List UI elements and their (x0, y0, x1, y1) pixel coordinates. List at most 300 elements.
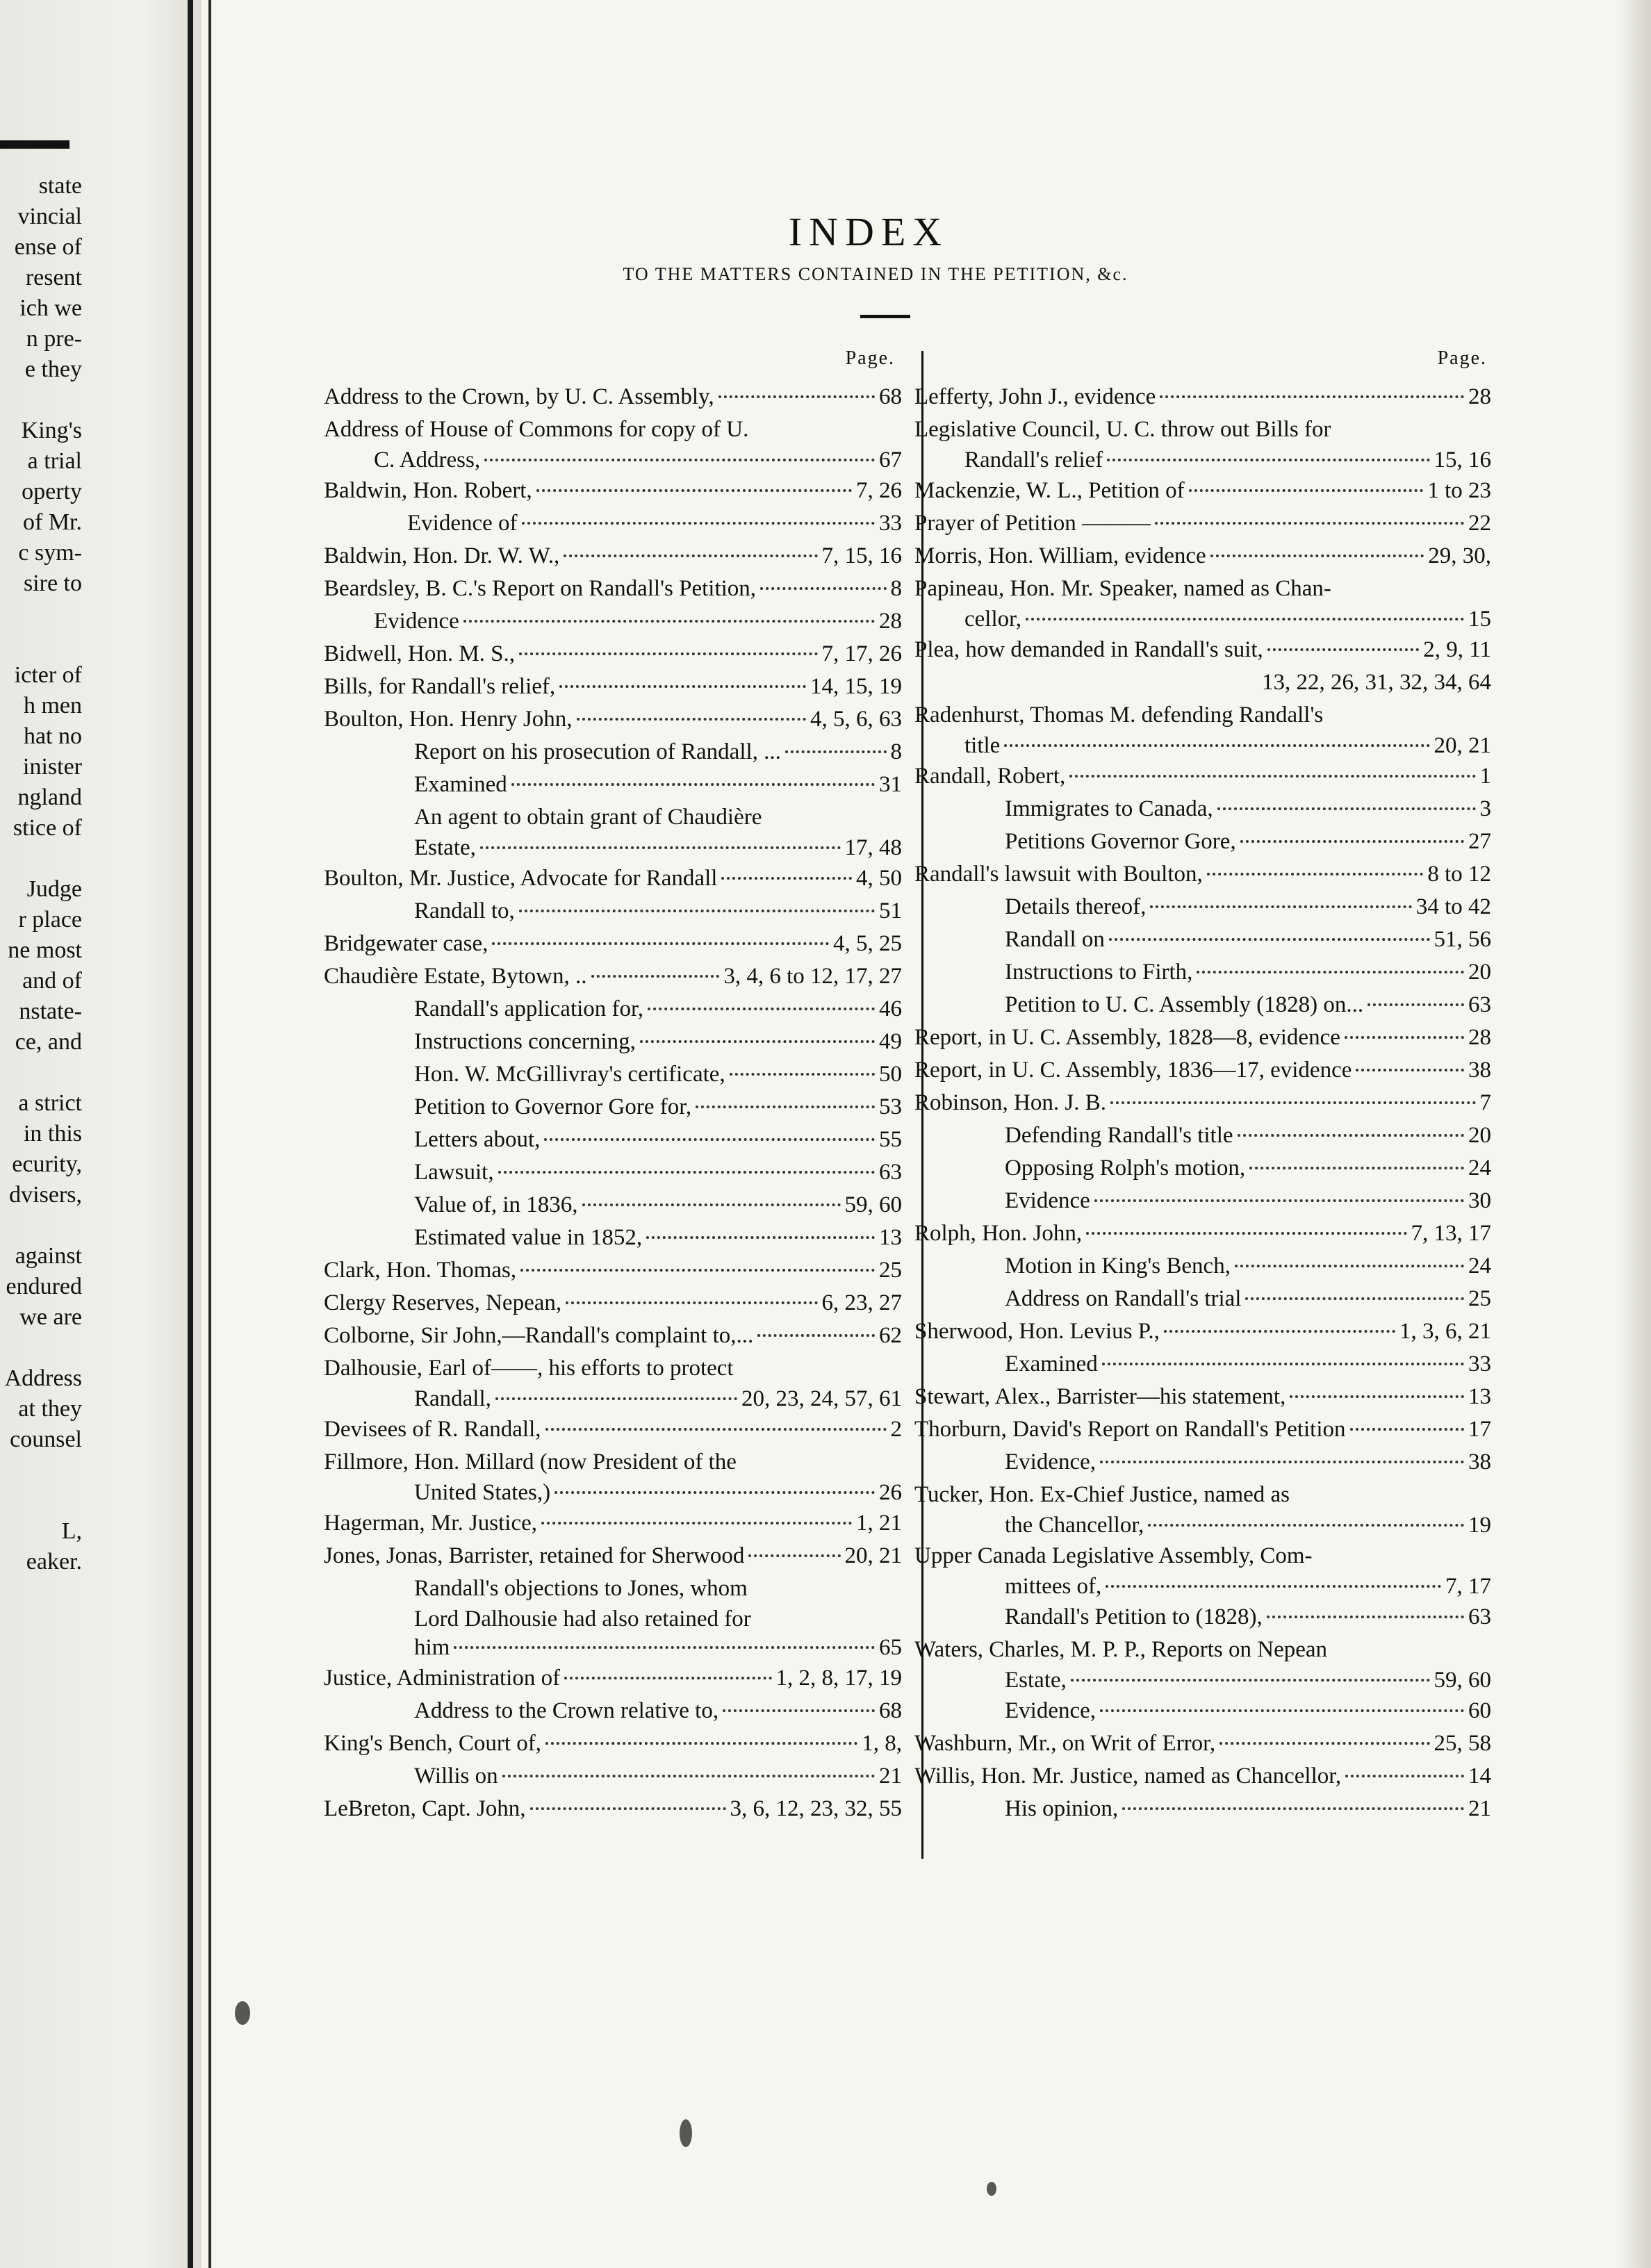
entry-text: him (414, 1635, 450, 1660)
entry-page-numbers: 3, 6, 12, 23, 32, 55 (730, 1796, 902, 1821)
entry-page-numbers: 27 (1468, 829, 1491, 854)
entry-text: Petition to U. C. Assembly (1828) on... (1005, 992, 1364, 1017)
entry-page-numbers: 53 (879, 1094, 902, 1119)
entry-text: Plea, how demanded in Randall's suit, (914, 637, 1263, 662)
dot-leader (577, 718, 807, 721)
previous-page-fragment: of Mr. (23, 509, 82, 535)
index-entry (324, 1695, 902, 1727)
index-entry (324, 1572, 902, 1605)
dot-leader (1094, 1199, 1464, 1202)
entry-page-numbers: 51, 56 (1434, 927, 1491, 952)
entry-text: Evidence of (407, 511, 518, 536)
dot-leader (1345, 1036, 1464, 1039)
entry-page-numbers: 33 (879, 511, 902, 536)
dot-leader (1207, 873, 1424, 876)
dot-leader (544, 1138, 875, 1141)
index-entry (324, 993, 902, 1026)
dot-leader (1350, 1428, 1465, 1431)
entry-page-numbers: 4, 5, 25 (833, 931, 902, 956)
previous-page-fragment: inister (23, 754, 82, 780)
dot-leader (1238, 1134, 1464, 1137)
entry-page-numbers: 51 (879, 898, 902, 923)
dot-leader (1164, 1330, 1395, 1333)
index-entry (914, 1695, 1491, 1727)
entry-page-numbers: 65 (879, 1635, 902, 1660)
entry-page-numbers: 59, 60 (844, 1192, 902, 1217)
index-entry (914, 1185, 1491, 1217)
dot-leader (760, 587, 886, 590)
entry-text: Randall's Petition to (1828), (1005, 1604, 1263, 1629)
entry-text: Instructions to Firth, (1005, 960, 1193, 985)
previous-page-fragment: Address (4, 1365, 82, 1391)
previous-page-fragment: ich we (19, 295, 82, 321)
index-entry (914, 732, 1491, 760)
dot-leader (555, 1491, 875, 1494)
entry-page-numbers: 28 (879, 609, 902, 634)
index-column-left (324, 342, 902, 1825)
entry-page-numbers: 20, 21 (844, 1543, 902, 1568)
entry-page-numbers: 1, 8, (862, 1731, 902, 1756)
dot-leader (454, 1646, 875, 1649)
entry-page-numbers: 7, 15, 16 (821, 543, 902, 568)
entry-text: Estate, (414, 835, 476, 860)
index-entry (324, 1540, 902, 1572)
dot-leader (748, 1554, 840, 1557)
index-entry (324, 736, 902, 769)
entry-text: Radenhurst, Thomas M. defending Randall's (914, 702, 1324, 728)
entry-page-numbers: 7 (1479, 1090, 1491, 1115)
previous-page-fragment: ngland (17, 784, 82, 810)
entry-page-numbers: 55 (879, 1127, 902, 1152)
entry-text: Mackenzie, W. L., Petition of (914, 478, 1185, 503)
dot-leader (721, 877, 852, 880)
index-entry (914, 1479, 1491, 1511)
entry-page-numbers: 4, 5, 6, 63 (810, 707, 902, 732)
entry-text: Randall, Robert, (914, 764, 1066, 789)
dot-leader (1249, 1167, 1464, 1169)
entry-page-numbers: 7, 26 (856, 478, 902, 503)
binding-line-inner (208, 0, 211, 2268)
entry-text: Randall's lawsuit with Boulton, (914, 862, 1203, 887)
index-entry (914, 858, 1491, 891)
index-entry (914, 1054, 1491, 1087)
entry-page-numbers: 33 (1468, 1351, 1491, 1377)
entry-text: Lawsuit, (414, 1160, 494, 1185)
entry-page-numbers: 3, 4, 6 to 12, 17, 27 (723, 964, 902, 989)
index-entry (324, 1446, 902, 1479)
entry-text: LeBreton, Capt. John, (324, 1796, 526, 1821)
entry-text: Devisees of R. Randall, (324, 1417, 541, 1442)
previous-page-fragment: c sym- (18, 540, 82, 566)
entry-text: Address to the Crown, by U. C. Assembly, (324, 384, 714, 409)
dot-leader (1107, 459, 1429, 461)
dot-leader (463, 620, 875, 623)
dot-leader (536, 489, 852, 492)
entry-page-numbers: 7, 17, 26 (821, 641, 902, 666)
previous-page-fragment: at they (18, 1396, 82, 1422)
previous-page-fragment: h men (23, 693, 82, 718)
entry-text: Legislative Council, U. C. throw out Bills for (914, 417, 1331, 442)
entry-text: Randall's objections to Jones, whom (414, 1576, 748, 1601)
previous-page-fragment: n pre- (26, 326, 82, 352)
previous-page-fragment: state (38, 173, 82, 199)
dot-leader (1356, 1069, 1464, 1071)
index-entry (324, 1222, 902, 1254)
index-entry (914, 699, 1491, 732)
index-entry (324, 540, 902, 573)
previous-page-fragment: counsel (10, 1427, 82, 1452)
previous-page-fragment: vincial (17, 204, 82, 229)
previous-page-fragment: operty (22, 479, 82, 504)
index-entry (914, 1511, 1491, 1540)
index-entry (914, 1250, 1491, 1283)
entry-page-numbers: 7, 17 (1445, 1574, 1491, 1599)
index-entry (324, 1156, 902, 1189)
index-entry (324, 507, 902, 540)
dot-leader (1004, 744, 1429, 747)
dot-leader (1106, 1585, 1441, 1588)
page-edge-shadow (1616, 0, 1651, 2268)
entry-text: Report on his prosecution of Randall, ... (414, 739, 781, 764)
index-entry (324, 413, 902, 446)
entry-text: Immigrates to Canada, (1005, 796, 1213, 821)
index-entry (914, 381, 1491, 413)
dot-leader (545, 1742, 857, 1745)
index-entry (324, 1634, 902, 1662)
entry-text: Waters, Charles, M. P. P., Reports on Nepean (914, 1637, 1328, 1662)
dot-leader (566, 1301, 817, 1304)
entry-text: Prayer of Petition ——— (914, 511, 1151, 536)
entry-text: Randall, (414, 1386, 491, 1411)
entry-page-numbers: 28 (1468, 1025, 1491, 1050)
entry-page-numbers: 13 (879, 1225, 902, 1250)
index-entry (914, 605, 1491, 634)
entry-page-numbers: 25, 58 (1434, 1731, 1491, 1756)
dot-leader (640, 1040, 875, 1043)
binding-line (188, 0, 193, 2268)
dot-leader (1069, 775, 1475, 778)
entry-page-numbers: 49 (879, 1029, 902, 1054)
index-entry (324, 1793, 902, 1825)
index-entry (324, 1189, 902, 1222)
entry-text: Stewart, Alex., Barrister—his statement, (914, 1384, 1286, 1409)
entry-text: Estimated value in 1852, (414, 1225, 643, 1250)
entry-text: Examined (1005, 1351, 1098, 1377)
index-entry (324, 1287, 902, 1320)
index-entry (324, 1760, 902, 1793)
dot-leader (648, 1008, 875, 1010)
dot-leader (1150, 905, 1411, 908)
index-entry (914, 1348, 1491, 1381)
index-entry (914, 1217, 1491, 1250)
dot-leader (723, 1709, 875, 1712)
dot-leader (1100, 1709, 1464, 1712)
entry-page-numbers: 20 (1468, 960, 1491, 985)
dot-leader (1197, 971, 1464, 973)
entry-text: Report, in U. C. Assembly, 1836—17, evidence (914, 1058, 1352, 1083)
index-entry (324, 1727, 902, 1760)
entry-text: Washburn, Mr., on Writ of Error, (914, 1731, 1216, 1756)
entry-page-numbers: 21 (1468, 1796, 1491, 1821)
dot-leader (522, 522, 875, 525)
dot-leader (591, 975, 720, 978)
entry-page-numbers: 1 (1479, 764, 1491, 789)
entry-text: Chaudière Estate, Bytown, .. (324, 964, 587, 989)
index-entry (324, 862, 902, 895)
index-entry (324, 475, 902, 507)
entry-text: Randall to, (414, 898, 515, 923)
index-entry (324, 1413, 902, 1446)
index-entry (324, 1507, 902, 1540)
dot-leader (1210, 554, 1424, 557)
entry-page-numbers: 67 (879, 447, 902, 472)
dot-leader (1102, 1363, 1464, 1365)
entry-text: Boulton, Mr. Justice, Advocate for Randall (324, 866, 718, 891)
entry-page-numbers: 8 (890, 576, 902, 601)
index-entry (914, 1315, 1491, 1348)
entry-page-numbers: 2, 9, 11 (1423, 637, 1491, 662)
dot-leader (1267, 1616, 1464, 1618)
entry-page-numbers: 68 (879, 1698, 902, 1723)
entry-page-numbers: 8 (890, 739, 902, 764)
title-rule (860, 315, 910, 318)
index-entry (324, 1058, 902, 1091)
entry-page-numbers: 3 (1479, 796, 1491, 821)
ink-blot (987, 2182, 996, 2196)
entry-text: Evidence (1005, 1188, 1090, 1213)
entry-text: Jones, Jonas, Barrister, retained for Sherwood (324, 1543, 745, 1568)
index-entry (324, 1352, 902, 1385)
index-entry (914, 1760, 1491, 1793)
dot-leader (1086, 1232, 1406, 1235)
dot-leader (718, 395, 875, 398)
dot-leader (498, 1171, 875, 1174)
entry-page-numbers: 38 (1468, 1058, 1491, 1083)
entry-page-numbers: 14 (1468, 1764, 1491, 1789)
previous-page-fragment: icter of (14, 662, 82, 688)
index-entry (324, 834, 902, 862)
entry-page-numbers: 14, 15, 19 (810, 674, 902, 699)
entry-page-numbers: 7, 13, 17 (1411, 1221, 1491, 1246)
entry-page-numbers: 1, 21 (856, 1511, 902, 1536)
dot-leader (1267, 648, 1419, 651)
entry-text: Morris, Hon. William, evidence (914, 543, 1206, 568)
index-entry (914, 1087, 1491, 1119)
index-entry (914, 1634, 1491, 1666)
entry-text: Address of House of Commons for copy of U. (324, 417, 749, 442)
dot-leader (1219, 1742, 1429, 1745)
index-entry (324, 1385, 902, 1413)
entry-page-numbers: 1, 3, 6, 21 (1399, 1319, 1491, 1344)
index-entry (324, 1026, 902, 1058)
entry-text: Petition to Governor Gore for, (414, 1094, 692, 1119)
dot-leader (502, 1775, 875, 1777)
index-entry (914, 793, 1491, 825)
dot-leader (1110, 1101, 1476, 1104)
index-column-right (914, 342, 1491, 1825)
entry-page-numbers: 25 (1468, 1286, 1491, 1311)
entry-page-numbers: 63 (879, 1160, 902, 1185)
entry-page-numbers: 25 (879, 1258, 902, 1283)
dot-leader (519, 652, 817, 655)
entry-page-numbers: 13, 22, 26, 31, 32, 34, 64 (1262, 670, 1491, 695)
entry-text: title (964, 733, 1001, 758)
index-entries-right (914, 381, 1491, 1825)
previous-page-fragment: ne most (8, 937, 82, 963)
index-entry (324, 895, 902, 928)
dot-leader (1160, 395, 1464, 398)
dot-leader (1109, 938, 1430, 941)
index-entry (324, 638, 902, 671)
entry-text: Motion in King's Bench, (1005, 1254, 1231, 1279)
entry-text: Justice, Administration of (324, 1666, 561, 1691)
dot-leader (480, 846, 841, 849)
previous-page-fragment: nstate- (19, 999, 82, 1024)
previous-page-fragment: r place (18, 907, 82, 932)
entry-page-numbers: 21 (879, 1764, 902, 1789)
index-entry (914, 475, 1491, 507)
previous-page-fragment: a trial (27, 448, 82, 474)
dot-leader (785, 750, 887, 753)
index-entry (914, 956, 1491, 989)
previous-page-fragment: e they (24, 356, 82, 382)
index-entries-left (324, 381, 902, 1825)
index-entry (914, 1381, 1491, 1413)
dot-leader (545, 1428, 887, 1431)
index-entry (324, 769, 902, 801)
previous-page-fragment: dvisers, (9, 1182, 82, 1208)
entry-text: cellor, (964, 607, 1022, 632)
previous-page-rule (0, 140, 69, 149)
dot-leader (757, 1334, 875, 1337)
entry-text: Address on Randall's trial (1005, 1286, 1242, 1311)
index-entry (914, 1021, 1491, 1054)
entry-text: Opposing Rolph's motion, (1005, 1156, 1246, 1181)
index-entry (324, 703, 902, 736)
previous-page-fragment: sire to (23, 570, 82, 596)
index-entry (324, 605, 902, 638)
dot-leader (541, 1522, 852, 1525)
entry-page-numbers: 2 (890, 1417, 902, 1442)
entry-text: Value of, in 1836, (414, 1192, 578, 1217)
index-entry (324, 573, 902, 605)
dot-leader (1189, 489, 1424, 492)
dot-leader (1345, 1775, 1464, 1777)
entry-page-numbers: 20, 23, 24, 57, 61 (741, 1386, 902, 1411)
entry-page-numbers: 15 (1468, 607, 1491, 632)
entry-text: Evidence, (1005, 1449, 1096, 1474)
dot-leader (1367, 1003, 1464, 1006)
previous-page-fragment: hat no (23, 723, 82, 749)
entry-text: Evidence, (1005, 1698, 1096, 1723)
index-entry (914, 1283, 1491, 1315)
entry-text: Dalhousie, Earl of——, his efforts to protect (324, 1356, 734, 1381)
index-entry (914, 1119, 1491, 1152)
entry-text: Hon. W. McGillivray's certificate, (414, 1062, 725, 1087)
dot-leader (511, 783, 875, 786)
index-entry (324, 1091, 902, 1124)
index-entry (914, 760, 1491, 793)
entry-text: Upper Canada Legislative Assembly, Com- (914, 1543, 1313, 1568)
entry-text: C. Address, (374, 447, 481, 472)
dot-leader (1122, 1807, 1464, 1810)
entry-page-numbers: 20, 21 (1434, 733, 1491, 758)
entry-text: Evidence (374, 609, 459, 634)
entry-text: Randall's relief (964, 447, 1103, 472)
entry-page-numbers: 20 (1468, 1123, 1491, 1148)
entry-page-numbers: 46 (879, 996, 902, 1021)
entry-text: Rolph, Hon. John, (914, 1221, 1083, 1246)
entry-text: Willis, Hon. Mr. Justice, named as Chancellor, (914, 1764, 1342, 1789)
dot-leader (582, 1203, 841, 1206)
dot-leader (564, 554, 817, 557)
index-entry (914, 634, 1491, 666)
dot-leader (646, 1236, 875, 1239)
index-entry (914, 1413, 1491, 1446)
ink-blot (235, 2001, 250, 2025)
dot-leader (484, 459, 875, 461)
index-entry (914, 989, 1491, 1021)
entry-text: mittees of, (1005, 1574, 1102, 1599)
dot-leader (1071, 1679, 1430, 1682)
entry-page-numbers: 15, 16 (1434, 447, 1491, 472)
previous-page-fragment: and of (22, 968, 82, 994)
entry-page-numbers: 29, 30, (1428, 543, 1491, 568)
entry-text: Bridgewater case, (324, 931, 488, 956)
entry-page-numbers: 63 (1468, 992, 1491, 1017)
entry-page-numbers: 19 (1468, 1513, 1491, 1538)
entry-page-numbers: 59, 60 (1434, 1668, 1491, 1693)
previous-page-fragment: a strict (18, 1090, 82, 1116)
entry-page-numbers: 34 to 42 (1415, 894, 1491, 919)
index-entry (914, 1793, 1491, 1825)
dot-leader (1100, 1461, 1464, 1463)
page-column-heading: Page. (1437, 347, 1487, 369)
entry-text: United States,) (414, 1480, 551, 1505)
index-entry (914, 891, 1491, 923)
previous-page-fragment: ecurity, (12, 1151, 82, 1177)
dot-leader (730, 1073, 875, 1076)
entry-page-numbers: 38 (1468, 1449, 1491, 1474)
entry-page-numbers: 4, 50 (856, 866, 902, 891)
index-entry (914, 540, 1491, 573)
dot-leader (530, 1807, 726, 1810)
previous-page-fragment: in this (23, 1121, 82, 1147)
entry-page-numbers: 68 (879, 384, 902, 409)
entry-text: Estate, (1005, 1668, 1067, 1693)
entry-text: Baldwin, Hon. Dr. W. W., (324, 543, 560, 568)
entry-text: King's Bench, Court of, (324, 1731, 542, 1756)
previous-page-fragment: stice of (13, 815, 82, 841)
entry-page-numbers: 62 (879, 1323, 902, 1348)
index-entry (914, 923, 1491, 956)
entry-page-numbers: 1 to 23 (1427, 478, 1491, 503)
index-entry (914, 1152, 1491, 1185)
dot-leader (519, 910, 875, 912)
entry-text: An agent to obtain grant of Chaudière (414, 805, 762, 830)
dot-leader (1026, 618, 1464, 621)
entry-text: Papineau, Hon. Mr. Speaker, named as Chan- (914, 576, 1331, 601)
dot-leader (1240, 840, 1464, 843)
entry-text: Sherwood, Hon. Levius P., (914, 1319, 1160, 1344)
previous-page-fragment: resent (25, 265, 82, 290)
entry-text: Robinson, Hon. J. B. (914, 1090, 1106, 1115)
dot-leader (1148, 1524, 1464, 1527)
dot-leader (1290, 1395, 1464, 1398)
index-entry (914, 1446, 1491, 1479)
index-entry (324, 801, 902, 834)
entry-page-numbers: 50 (879, 1062, 902, 1087)
